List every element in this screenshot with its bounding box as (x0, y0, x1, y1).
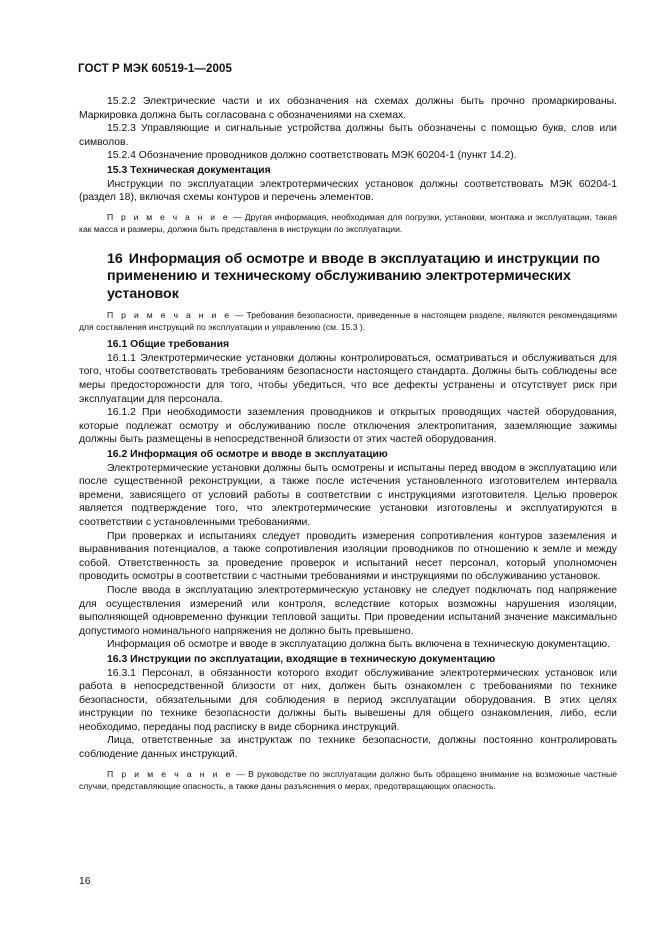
document-header: ГОСТ Р МЭК 60519-1—2005 (78, 63, 232, 75)
note-text: — Другая информация, необходимая для погрузки, установки, монтажа и эксплуатации, такая как масса и размеры, должна быть представлена в инструкции по эксплуатации. (79, 211, 617, 234)
page-number: 16 (79, 876, 91, 887)
clause-16-1-2: 16.1.2 При необходимости заземления проводников и открытых проводящих частей оборудования, которые подлежат осмотру и обслуживанию после отключения электропитания, заземляющие зажимы должны быть размещены в непосредственной близости от этих частей оборудования. (79, 407, 617, 446)
clause-15-2-4: 15.2.4 Обозначение проводников должно соответствовать МЭК 60204-1 (пункт 14.2). (107, 150, 517, 162)
note-text: — В руководстве по эксплуатации должно быть обращено внимание на возможные частные случаи, представляющие опасность, а также даны разъяснения о мерах, предотвращающих опасность. (79, 768, 617, 791)
note-text: — Требования безопасности, приведенные в настоящем разделе, являются рекомендациями для составления инструкций по эксплуатации и управлению (см. 15.3 ). (79, 310, 617, 333)
clause-15-2-2: 15.2.2 Электрические части и их обозначения на схемах должны быть прочно промаркированы. Маркировка должна быть согласована с обозначениями на схемах. (79, 96, 617, 121)
heading-15-3: 15.3 Техническая документация (107, 164, 271, 176)
clause-16-2-para-1: Электротермические установки должны быть осмотрены и испытаны перед вводом в эксплуатацию или после существенной реконструкции, а также после истечения установленного изготовителем интервала времени, зависящего от условий работы в соответствии с инструкциями изготовителя. Целью проверок является подтверждение того, что электротермические установки изготовлены и эксплуатируются в соответствии с установленными требованиями. (79, 462, 617, 528)
note-16-3 (79, 768, 617, 792)
note-label: П р и м е ч а н и е (107, 310, 232, 321)
heading-16-3: 16.3 Инструкции по эксплуатации, входящие в техническую документацию (107, 653, 496, 665)
heading-16-1: 16.1 Общие требования (107, 339, 230, 351)
heading-16-2: 16.2 Информация об осмотре и вводе в эксплуатацию (107, 449, 388, 460)
note-label: П р и м е ч а н и е (107, 211, 231, 222)
clause-16-2-para-4: Информация об осмотре и вводе в эксплуатацию должна быть включена в техническую документацию. (107, 639, 610, 651)
note-15-3 (79, 211, 617, 235)
clause-15-3-text: Инструкции по эксплуатации электротермических установок должны соответствовать МЭК 60204-1 (раздел 18), включая схемы контуров и перечень элементов. (79, 178, 617, 204)
clause-16-3-1: 16.3.1 Персонал, в обязанности которого входит обслуживание электротермических установок или работа в непосредственной близости от них, должен быть ознакомлен с требованиями по технике безопасности, обязательными для соблюдения в период эксплуатации оборудования. В этих целях инструкции по технике безопасности должны быть вывешены для общего ознакомления, либо, если необходимо, переданы под расписку в виде сборника инструкций. (79, 667, 617, 733)
clause-16-2-para-3: После ввода в эксплуатацию электротермическую установку не следует подключать под напряжение для осуществления измерений или контроля, вследствие которых возможны нарушения изоляции, выполняющей одновременно функции тепловой защиты. При проведении испытаний значение максимально допустимого номинального напряжения не должно быть превышено. (79, 584, 617, 637)
note-16 (79, 309, 617, 333)
section-number: 16 (107, 250, 123, 267)
clause-15-2-3: 15.2.3 Управляющие и сигнальные устройства должны быть обозначены с помощью букв, слов или символов. (79, 123, 617, 148)
note-label: П р и м е ч а н и е (107, 768, 233, 779)
section-title: Информация об осмотре и вводе в эксплуатацию и инструкции по применению и техническому обслуживанию электротермических установок (107, 250, 601, 302)
clause-16-2-para-2: При проверках и испытаниях следует проводить измерения сопротивления контуров заземления и выравнивания потенциалов, а также сопротивления изоляции проводников по отношению к земле и между собой. Ответственность за проведение проверок и испытаний несет персонал, который уполномочен проводить осмотры в соответствии с частными требованиями и инструкциями по обслуживанию установок. (79, 530, 617, 583)
section-16-heading (79, 251, 617, 304)
document-body (79, 95, 617, 797)
clause-16-3-para-2: Лица, ответственные за инструктаж по технике безопасности, должны постоянно контролировать соблюдение данных инструкций. (79, 735, 617, 761)
clause-16-1-1: 16.1.1 Электротермические установки должны контролироваться, осматриваться и обслуживаться для того, чтобы соответствовать требованиям безопасности настоящего стандарта. Должны быть соблюдены все меры предосторожности для того, чтобы убедиться, что все дефекты устранены и отсутствует риск при эксплуатации для персонала. (79, 352, 617, 405)
